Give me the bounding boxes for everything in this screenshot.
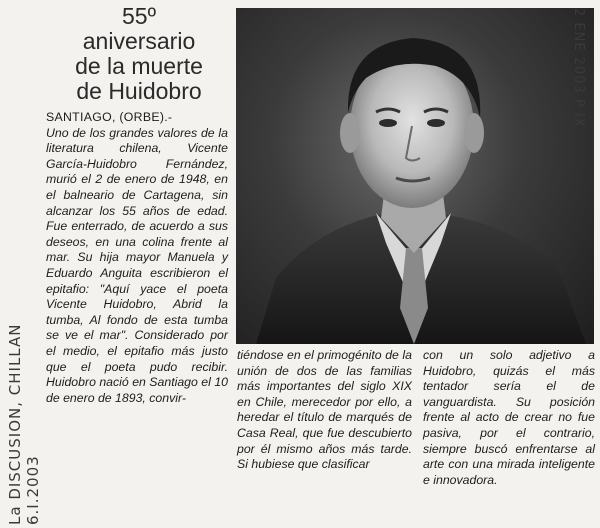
- article-column-2: [237, 348, 412, 473]
- headline: [46, 4, 232, 104]
- portrait-photo-icon: [236, 8, 594, 344]
- article-text: Uno de los grandes valores de la literatura chilena, Vicente García-Huidobro Fernández, murió el 2 de enero de 1948, en el balneario de Cartagena, sin alcanzar los 55 años de edad. Fue enterrado, de acuerdo a sus deseos, en una colina frente al mar. Su hija mayor Manuela y Eduardo Anguita escribieron el epitafio: "Aquí yace el poeta Vicente Huidobro, Abrid la tumba, Al fondo de esta tumba se ve el mar". Considerado por el medio, el epitafio más justo que el poeta pudo recibir. Huidobro nació en Santiago el 10 de enero de 1893, convir-: [46, 125, 228, 405]
- headline-line: de Huidobro: [76, 78, 202, 104]
- article-column-3: [423, 348, 595, 488]
- headline-line: 55º: [122, 3, 156, 29]
- headline-line: de la muerte: [75, 53, 203, 79]
- handwritten-note-date: 2 ENE 2003 P IX: [571, 8, 586, 128]
- article-text: con un solo adjetivo a Huidobro, quizás el más tentador sería el de vanguardista. Su posición frente al acto de crear no fue pasiva, por el contrario, siempre buscó enfrentarse al arte con una mirada inteligente e innovadora.: [423, 348, 595, 487]
- article-dateline: SANTIAGO, (ORBE).-: [46, 110, 173, 124]
- article-text: tiéndose en el primogénito de la unión de dos de las familias más importantes del siglo XIX en Chile, merecedor por ello, a heredar el título de marqués de Casa Real, que fue descubierto por él mismo años más tarde. Si hubiese que clasificar: [237, 348, 412, 472]
- handwritten-note-source-date: 6.I.2003: [24, 455, 42, 525]
- portrait-photo: [236, 8, 594, 344]
- headline-line: aniversario: [82, 28, 196, 54]
- handwritten-note-source: La DISCUSION, CHILLAN: [6, 323, 24, 525]
- article-column-1: [46, 110, 228, 406]
